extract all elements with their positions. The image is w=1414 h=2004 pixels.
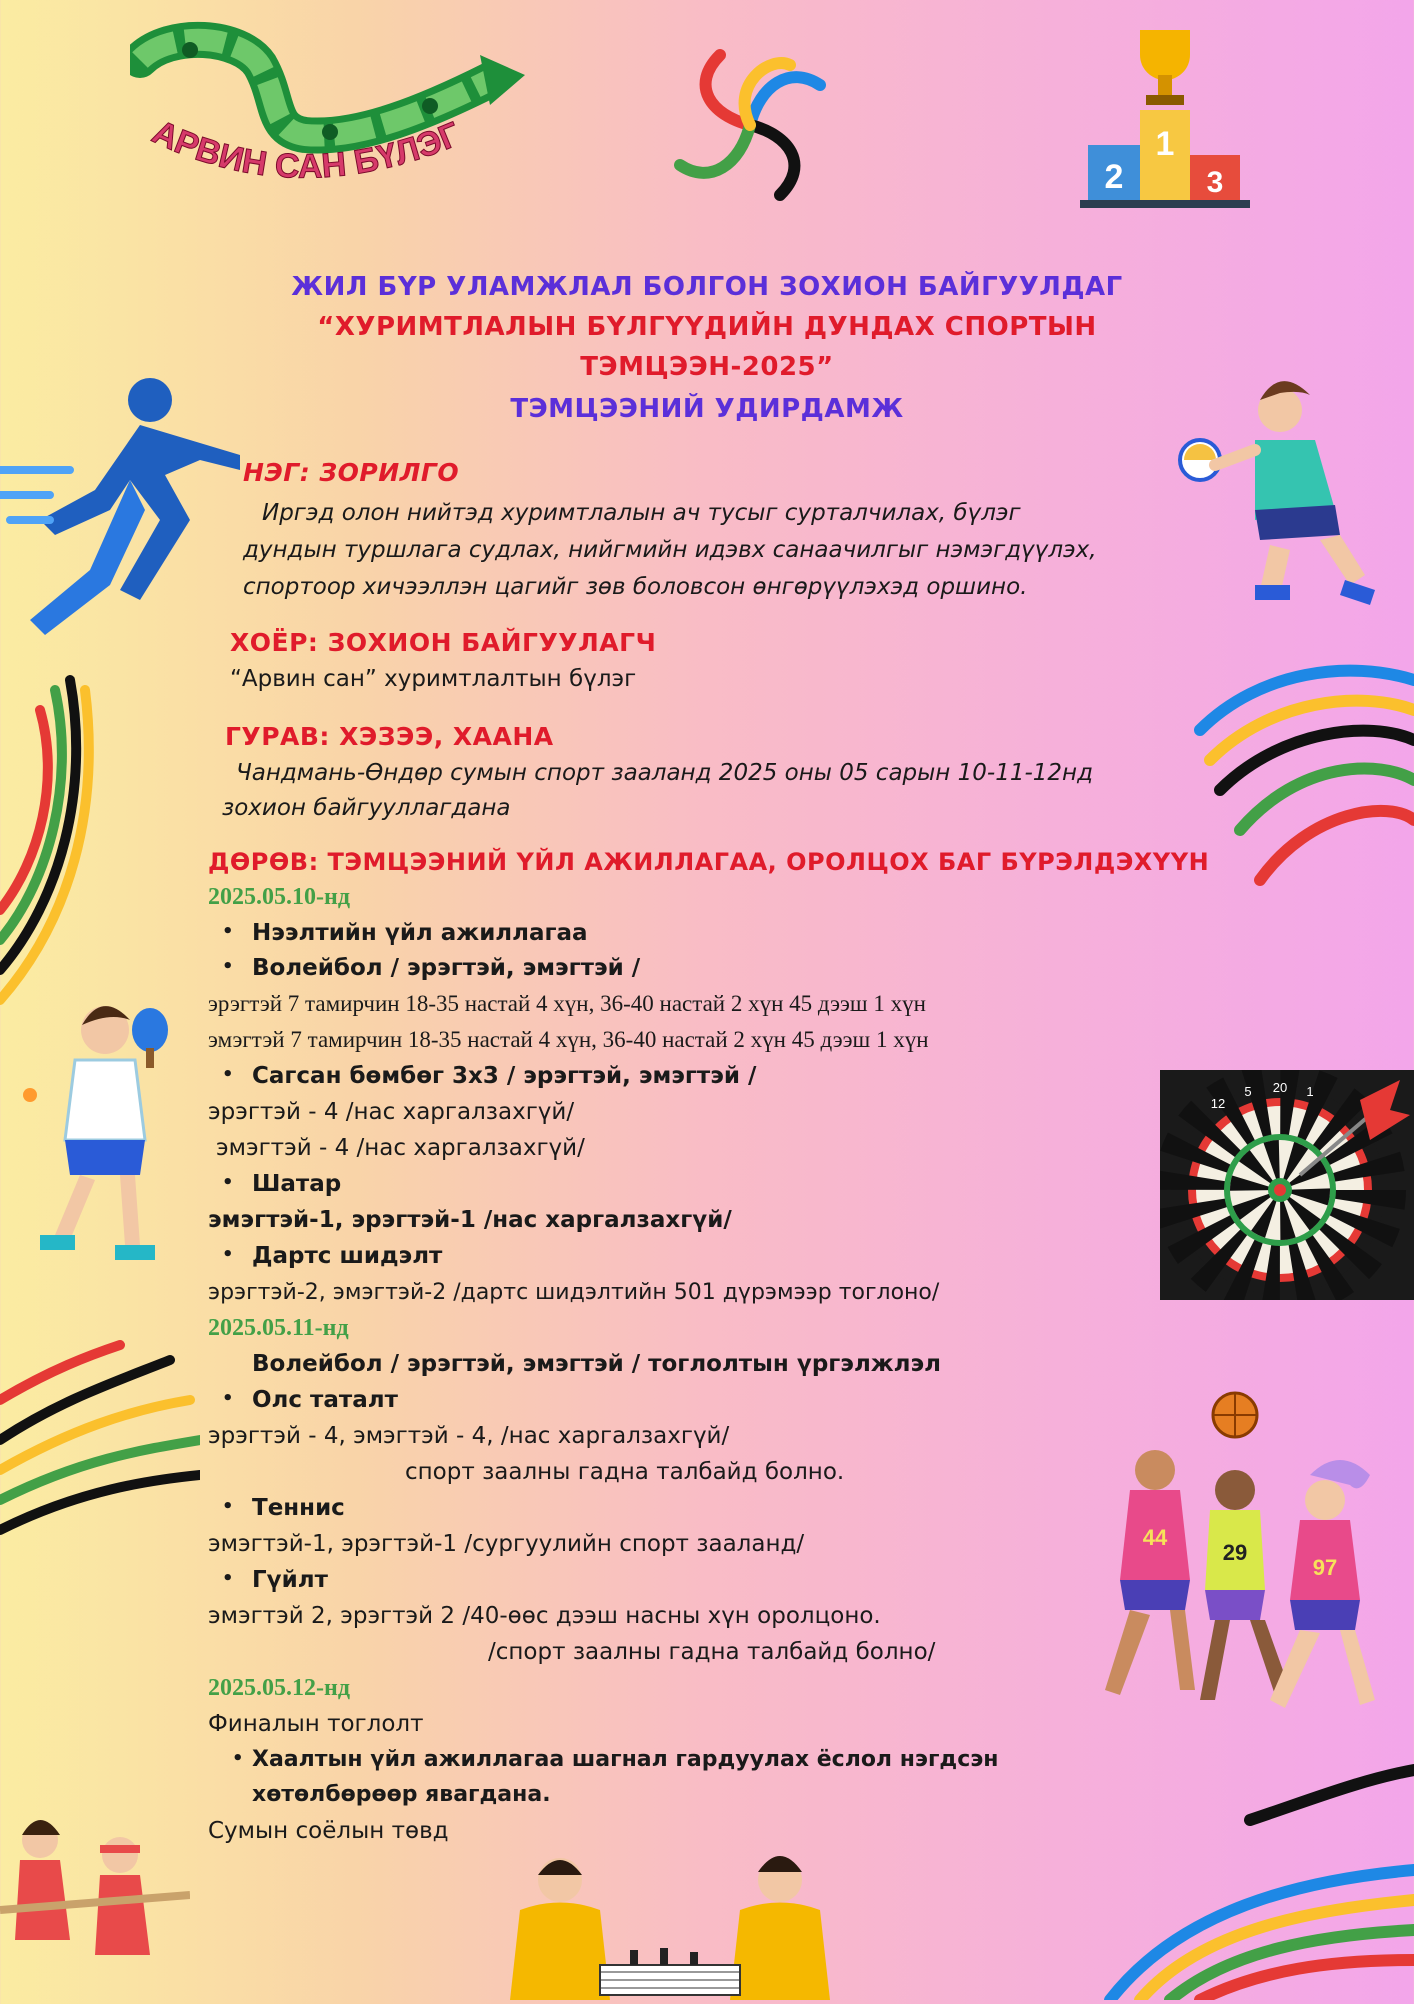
list-item-chess: • Шатар (222, 1171, 342, 1197)
list-item-running: • Гүйлт (222, 1567, 328, 1593)
tug-of-war-illustration (0, 1800, 190, 2000)
final-match: Финалын тоглолт (208, 1711, 424, 1737)
list-item-tennis: • Теннис (222, 1495, 345, 1521)
section-organizer-title: ХОЁР: ЗОХИОН БАЙГУУЛАГЧ (230, 628, 657, 657)
day1-date: 2025.05.10-нд (208, 884, 350, 910)
header-line-3: ТЭМЦЭЭН-2025” (580, 352, 834, 382)
swirl-emblem (650, 25, 850, 225)
day3-date: 2025.05.12-нд (208, 1675, 350, 1701)
tennis-detail: эмэгтэй-1, эрэгтэй-1 /сургуулийн спорт зааланд/ (208, 1531, 805, 1557)
day2-date: 2025.05.11-нд (208, 1315, 349, 1341)
running-place: /спорт заалны гадна талбайд болно/ (488, 1639, 936, 1665)
list-item-volleyball-continued: Волейбол / эрэгтэй, эмэгтэй / тоглолтын үргэлжлэл (252, 1351, 942, 1377)
list-item-darts: • Дартс шидэлт (222, 1243, 443, 1269)
logo-text: АРВИН САН БҮЛЭГ (146, 112, 466, 186)
section-program-title: ДӨРӨВ: ТЭМЦЭЭНИЙ ҮЙЛ АЖИЛЛАГАА, ОРОЛЦОХ БАГ БҮРЭЛДЭХҮҮН (208, 848, 1210, 876)
jersey-number-44: 44 (1142, 1525, 1168, 1550)
volleyball-women-detail: эмэгтэй 7 тамирчин 18-35 настай 4 хүн, 36-40 настай 2 хүн 45 дээш 1 хүн (208, 1027, 929, 1052)
jersey-number-97: 97 (1312, 1555, 1338, 1580)
basketball-women-detail: эмэгтэй - 4 /нас харгалзахгүй/ (216, 1135, 585, 1161)
closing-continued: хөтөлбөрөөр явагдана. (252, 1782, 551, 1807)
list-item-basketball: • Сагсан бөмбөг 3х3 / эрэгтэй, эмэгтэй / (222, 1063, 757, 1089)
list-item-tug-of-war: • Олс таталт (222, 1387, 398, 1413)
header-line-2: “ХУРИМТЛАЛЫН БҮЛГҮҮДИЙН ДУНДАХ СПОРТЫН (317, 312, 1097, 342)
page-title: ТЭМЦЭЭНИЙ УДИРДАМЖ (510, 394, 904, 424)
ribbons-left-bottom (0, 1340, 200, 1600)
header-line-1: ЖИЛ БҮР УЛАМЖЛАЛ БОЛГОН ЗОХИОН БАЙГУУЛДАГ (291, 272, 1123, 302)
table-tennis-player-illustration (10, 990, 210, 1270)
list-item-opening: • Нээлтийн үйл ажиллагаа (222, 920, 588, 946)
chess-detail: эмэгтэй-1, эрэгтэй-1 /нас харгалзахгүй/ (208, 1207, 732, 1233)
list-item-volleyball: • Волейбол / эрэгтэй, эмэгтэй / (222, 955, 641, 981)
basketball-men-detail: эрэгтэй - 4 /нас харгалзахгүй/ (208, 1099, 575, 1125)
podium-trophy (1080, 20, 1250, 210)
tug-of-war-detail: эрэгтэй - 4, эмэгтэй - 4, /нас харгалзахгүй/ (208, 1423, 730, 1449)
volleyball-men-detail: эрэгтэй 7 тамирчин 18-35 настай 4 хүн, 36-40 настай 2 хүн 45 дээш 1 хүн (208, 991, 926, 1016)
podium-second: 2 (1104, 158, 1124, 196)
dartboard-number-5: 5 (1244, 1084, 1252, 1099)
when-where-line-2: зохион байгууллагдана (222, 795, 511, 821)
ribbons-right (1180, 650, 1414, 1050)
ribbons-right-bottom (1100, 1760, 1414, 2000)
logo (130, 20, 530, 210)
darts-detail: эрэгтэй-2, эмэгтэй-2 /дартс шидэлтийн 501 дүрэмээр тоглоно/ (208, 1280, 940, 1305)
dartboard-number-1: 1 (1306, 1084, 1314, 1099)
jersey-number-29: 29 (1222, 1540, 1248, 1565)
goal-text-line-2: дундын туршлага судлах, нийгмийн идэвх санаачилгыг нэмэгдүүлэх, (243, 537, 1097, 563)
section-when-where-title: ГУРАВ: ХЭЗЭЭ, ХААНА (225, 722, 554, 751)
closing-venue: Сумын соёлын төвд (208, 1818, 449, 1844)
goal-text-line-3: спортоор хичээллэн цагийг зөв боловсон өнгөрүүлэхэд оршино. (243, 574, 1028, 600)
organizer-text: “Арвин сан” хуримтлалтын бүлэг (230, 666, 637, 692)
dartboard-number-12: 12 (1210, 1096, 1226, 1111)
goal-text-line-1: Иргэд олон нийтэд хуримтлалын ач тусыг сурталчилах, бүлэг (262, 500, 1021, 526)
basketball-players-illustration (1070, 1390, 1410, 1730)
dartboard-illustration (1160, 1070, 1414, 1300)
podium-third: 3 (1206, 166, 1224, 199)
chess-players-illustration (490, 1850, 850, 2000)
list-item-closing: • Хаалтын үйл ажиллагаа шагнал гардуулах ёслол нэгдсэн (232, 1747, 999, 1772)
when-where-line-1: Чандмань-Өндөр сумын спорт зааланд 2025 оны 05 сарын 10-11-12нд (236, 760, 1093, 786)
running-detail: эмэгтэй 2, эрэгтэй 2 /40-өөс дээш насны хүн оролцоно. (208, 1603, 881, 1629)
podium-first: 1 (1155, 125, 1175, 163)
section-goal-title: НЭГ: ЗОРИЛГО (243, 458, 460, 487)
tug-of-war-place: спорт заалны гадна талбайд болно. (405, 1459, 845, 1485)
dartboard-number-20: 20 (1272, 1080, 1288, 1095)
